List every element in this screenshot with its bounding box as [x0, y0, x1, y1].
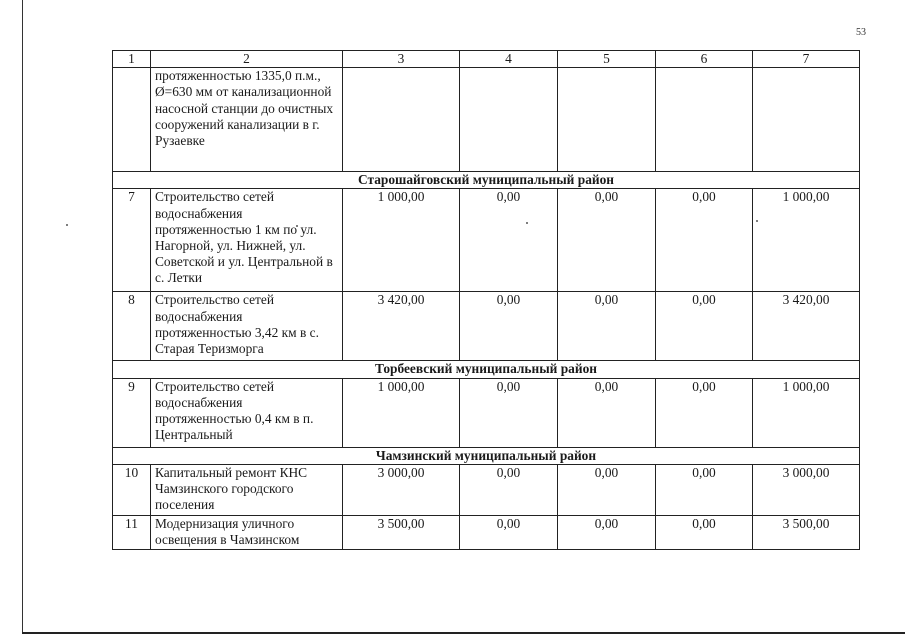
value-cell: 0,00 [656, 189, 753, 292]
empty-cell [460, 68, 558, 172]
value-cell: 3 420,00 [753, 292, 860, 361]
page-bottom-border [22, 632, 905, 634]
value-cell: 0,00 [656, 378, 753, 447]
table-row [113, 464, 860, 515]
section-row [113, 361, 860, 378]
row-number: 10 [113, 464, 151, 515]
value-cell: 0,00 [558, 464, 656, 515]
program-table [112, 50, 860, 550]
value-cell: 0,00 [460, 189, 558, 292]
empty-cell [753, 68, 860, 172]
row-number: 9 [113, 378, 151, 447]
value-cell: 0,00 [460, 464, 558, 515]
value-cell: 0,00 [460, 515, 558, 549]
row-number [113, 68, 151, 172]
value-cell: 0,00 [558, 292, 656, 361]
page-left-border [22, 0, 23, 633]
table-header-row [113, 51, 860, 68]
column-header: 4 [460, 51, 558, 68]
table-row [113, 378, 860, 447]
project-name: Строительство сетей водоснабжения протяженностью 1 км по ул. Нагорной, ул. Нижней, ул. Советской и ул. Центральной в с. Летки [151, 189, 343, 292]
row-number: 7 [113, 189, 151, 292]
value-cell: 3 500,00 [753, 515, 860, 549]
project-name: Модернизация уличного освещения в Чамзинском [151, 515, 343, 549]
value-cell: 0,00 [460, 378, 558, 447]
column-header: 5 [558, 51, 656, 68]
section-row [113, 172, 860, 189]
value-cell: 1 000,00 [343, 378, 460, 447]
column-header: 1 [113, 51, 151, 68]
column-header: 2 [151, 51, 343, 68]
column-header: 3 [343, 51, 460, 68]
project-name: Капитальный ремонт КНС Чамзинского городского поселения [151, 464, 343, 515]
section-row [113, 447, 860, 464]
scan-speck [66, 224, 68, 226]
table-row [113, 189, 860, 292]
section-title: Торбеевский муниципальный район [113, 361, 860, 378]
value-cell: 1 000,00 [753, 189, 860, 292]
value-cell: 0,00 [558, 515, 656, 549]
value-cell: 3 500,00 [343, 515, 460, 549]
row-number: 8 [113, 292, 151, 361]
value-cell: 1 000,00 [753, 378, 860, 447]
column-header: 7 [753, 51, 860, 68]
value-cell: 0,00 [558, 189, 656, 292]
row-number: 11 [113, 515, 151, 549]
table-row [113, 292, 860, 361]
value-cell: 0,00 [656, 292, 753, 361]
empty-cell [343, 68, 460, 172]
section-title: Чамзинский муниципальный район [113, 447, 860, 464]
value-cell: 3 000,00 [343, 464, 460, 515]
column-header: 6 [656, 51, 753, 68]
table-row [113, 68, 860, 172]
value-cell: 0,00 [558, 378, 656, 447]
page-number: 53 [856, 27, 866, 38]
empty-cell [656, 68, 753, 172]
value-cell: 0,00 [460, 292, 558, 361]
value-cell: 0,00 [656, 464, 753, 515]
section-title: Старошайговский муниципальный район [113, 172, 860, 189]
value-cell: 1 000,00 [343, 189, 460, 292]
value-cell: 3 000,00 [753, 464, 860, 515]
table-row [113, 515, 860, 549]
value-cell: 0,00 [656, 515, 753, 549]
project-name: Строительство сетей водоснабжения протяженностью 0,4 км в п. Центральный [151, 378, 343, 447]
project-name: протяженностью 1335,0 п.м., Ø=630 мм от канализационной насосной станции до очистных сооружений канализации в г. Рузаевке [151, 68, 343, 172]
project-name: Строительство сетей водоснабжения протяженностью 3,42 км в с. Старая Теризморга [151, 292, 343, 361]
empty-cell [558, 68, 656, 172]
value-cell: 3 420,00 [343, 292, 460, 361]
